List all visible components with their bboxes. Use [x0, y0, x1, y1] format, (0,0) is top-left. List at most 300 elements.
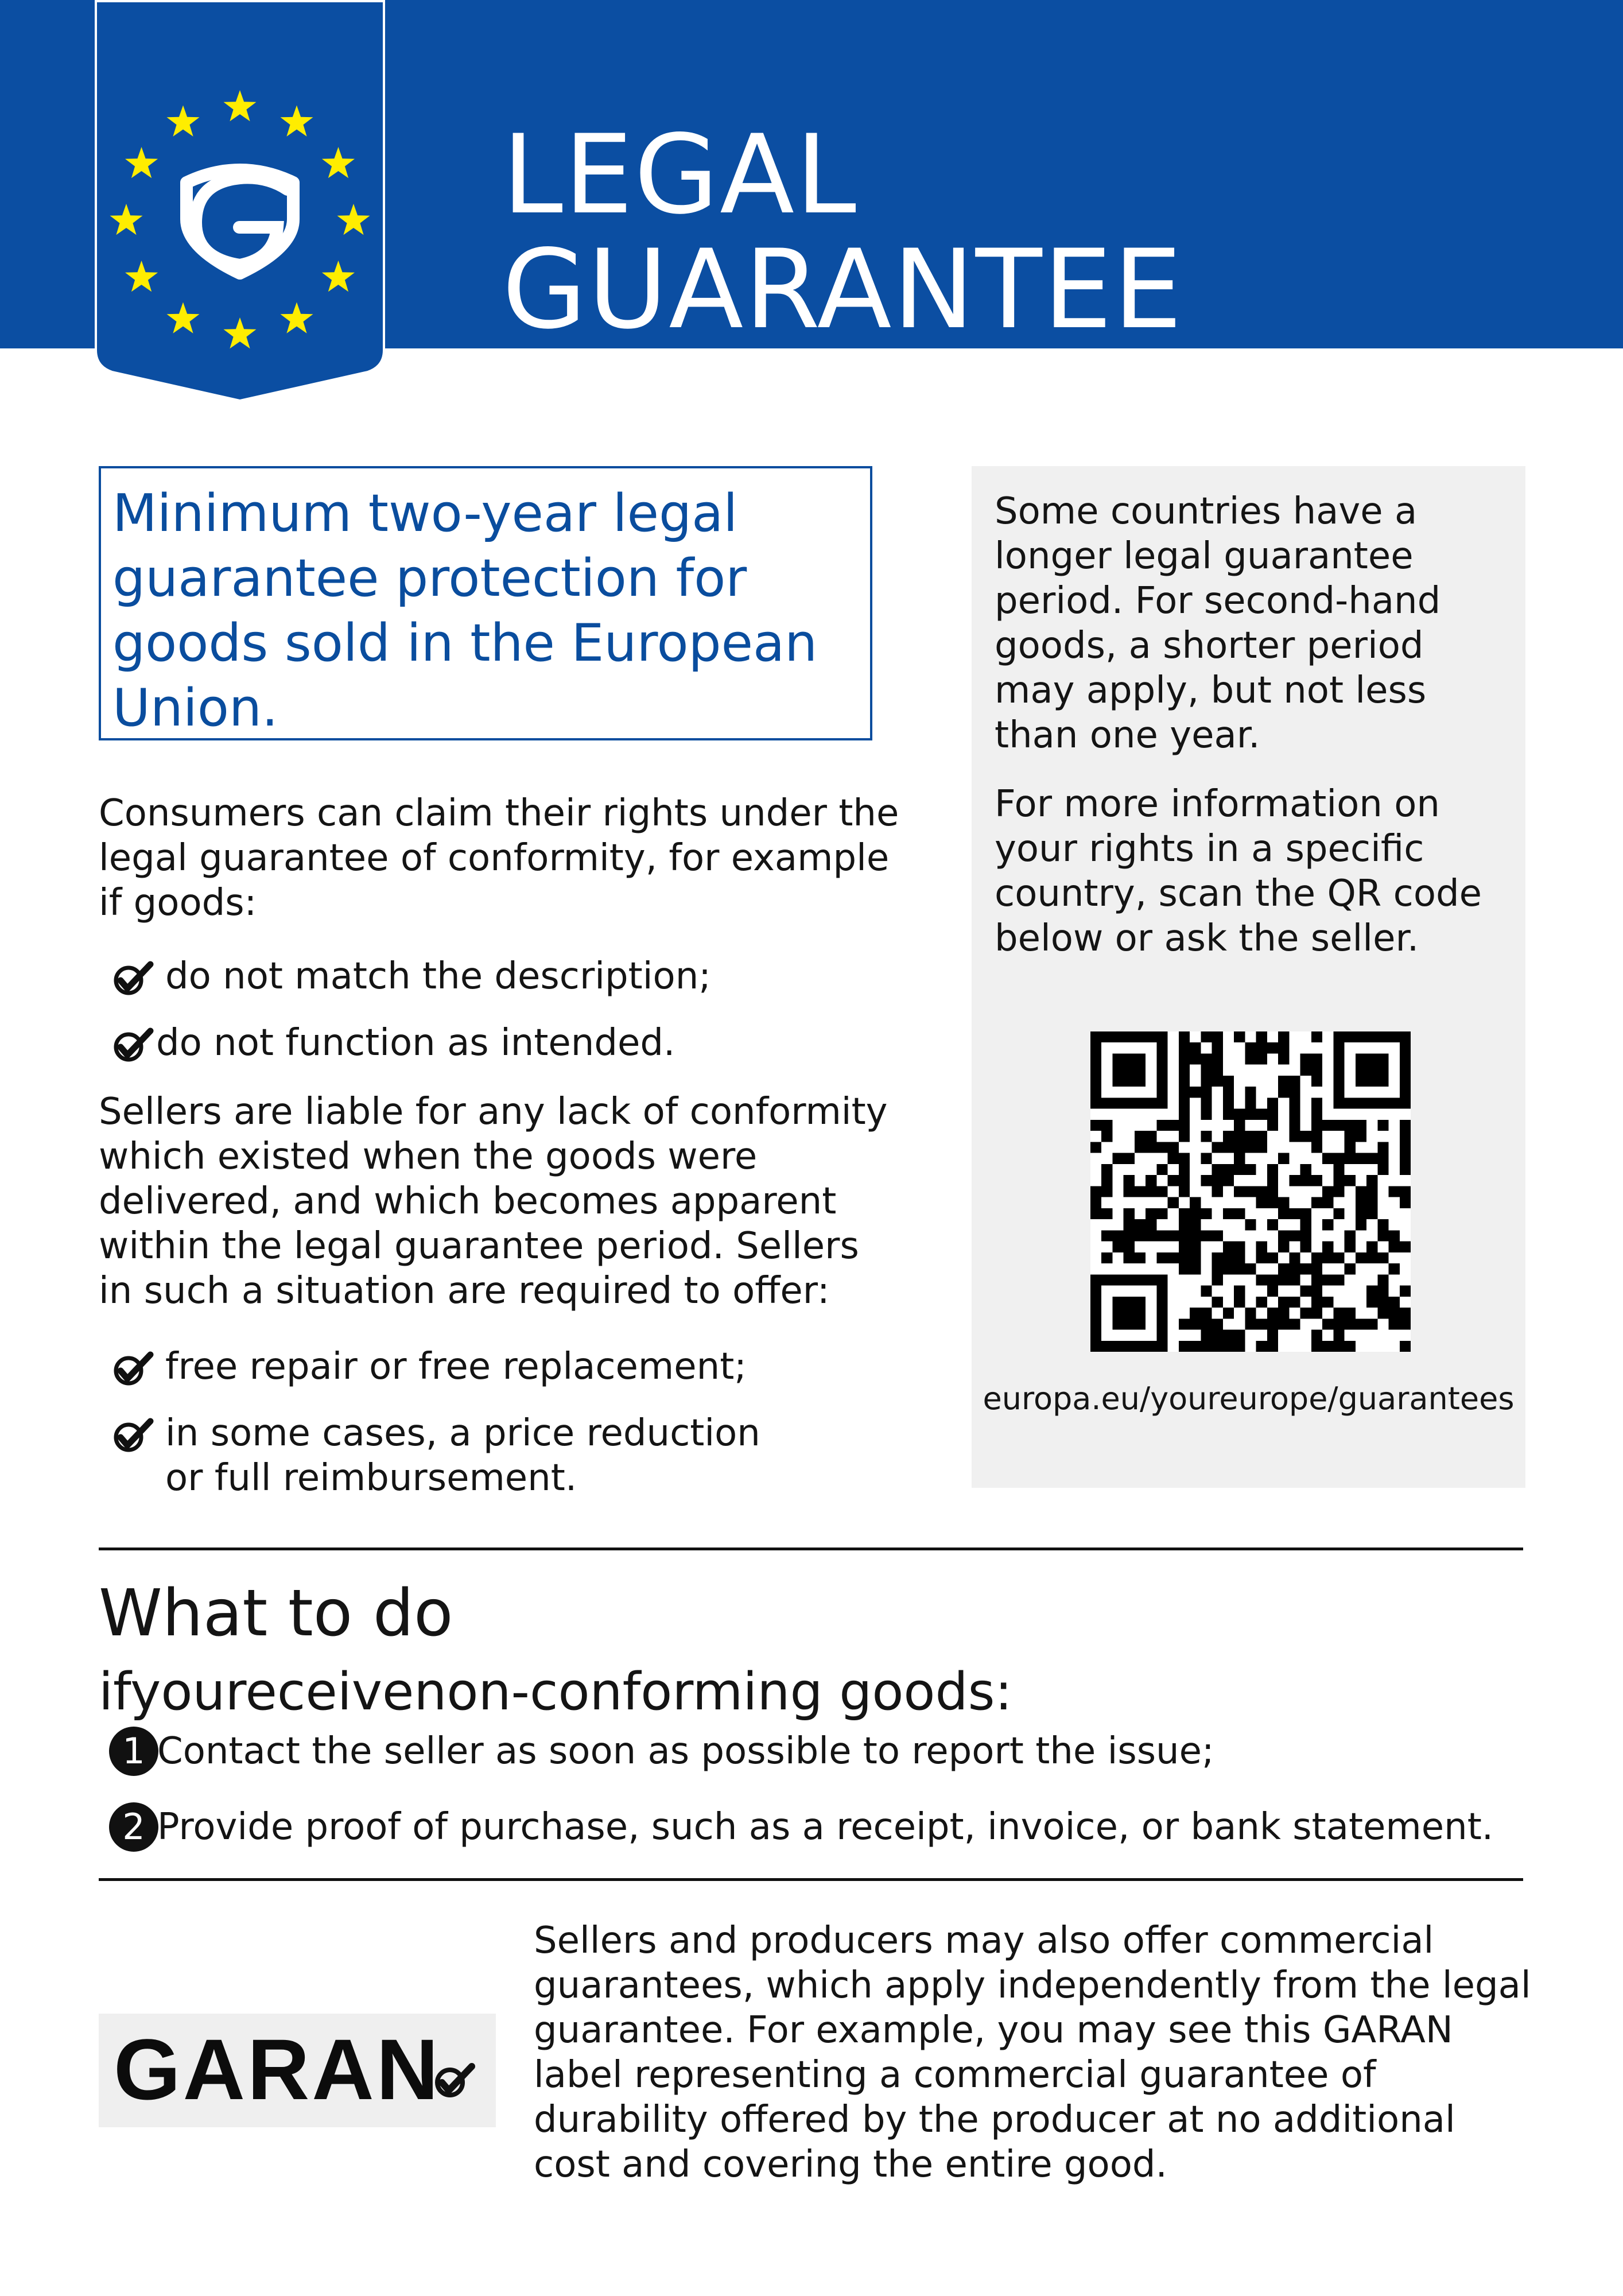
qr-module [1234, 1153, 1245, 1164]
qr-module [1377, 1142, 1388, 1153]
qr-module [1090, 1120, 1101, 1131]
qr-module [1389, 1097, 1400, 1108]
commercial-guarantee-paragraph: Sellers and producers may also offer commercial guarantees, which apply independently from the legal guarantee. For example, you may see this GARAN label representing a commercial guarantee of durability offered by the producer at no additional cost and covering the entire good. [534, 1919, 1531, 2186]
qr-module [1366, 1286, 1377, 1297]
qr-module [1168, 1252, 1179, 1263]
qr-module [1135, 1065, 1146, 1076]
qr-module [1278, 1242, 1289, 1252]
qr-module [1278, 1053, 1289, 1064]
qr-module [1356, 1153, 1366, 1164]
qr-module [1400, 1286, 1411, 1297]
qr-module [1135, 1219, 1146, 1230]
qr-module [1311, 1330, 1322, 1341]
qr-module [1124, 1242, 1135, 1252]
qr-module [1267, 1318, 1278, 1329]
check-icon [109, 1349, 155, 1389]
qr-module [1179, 1076, 1190, 1087]
qr-module [1389, 1242, 1400, 1252]
qr-module [1146, 1219, 1156, 1230]
qr-module [1156, 1142, 1167, 1153]
qr-module [1356, 1031, 1366, 1042]
qr-module [1311, 1263, 1322, 1274]
qr-module [1333, 1042, 1344, 1053]
qr-module [1289, 1318, 1300, 1329]
qr-module [1135, 1131, 1146, 1142]
qr-module [1400, 1197, 1411, 1208]
qr-module [1311, 1065, 1322, 1076]
qr-module [1156, 1330, 1167, 1341]
qr-module [1377, 1153, 1388, 1164]
qr-module [1212, 1252, 1223, 1263]
qr-module [1245, 1131, 1256, 1142]
qr-module [1345, 1175, 1356, 1186]
qr-module [1278, 1263, 1289, 1274]
qr-module [1400, 1153, 1411, 1164]
qr-module [1389, 1230, 1400, 1241]
qr-module [1311, 1308, 1322, 1318]
qr-module [1322, 1120, 1333, 1131]
qr-module [1400, 1131, 1411, 1142]
qr-module [1101, 1097, 1112, 1108]
qr-module [1256, 1042, 1267, 1053]
qr-module [1212, 1230, 1223, 1241]
qr-module [1267, 1042, 1278, 1053]
qr-module [1234, 1330, 1245, 1341]
qr-module [1234, 1109, 1245, 1120]
qr-module [1223, 1308, 1234, 1318]
qr-module [1267, 1186, 1278, 1197]
qr-module [1135, 1230, 1146, 1241]
qr-module [1311, 1252, 1322, 1263]
qr-module [1156, 1308, 1167, 1318]
qr-module [1179, 1042, 1190, 1053]
qr-module [1366, 1318, 1377, 1329]
qr-module [1356, 1318, 1366, 1329]
qr-module [1278, 1076, 1289, 1087]
qr-module [1124, 1308, 1135, 1318]
qr-module [1201, 1097, 1212, 1108]
qr-module [1356, 1186, 1366, 1197]
qr-module [1201, 1318, 1212, 1329]
check-icon [429, 2061, 477, 2101]
qr-module [1356, 1097, 1366, 1108]
qr-module [1278, 1230, 1289, 1241]
qr-module [1212, 1341, 1223, 1352]
qr-module [1201, 1065, 1212, 1076]
qr-module [1256, 1031, 1267, 1042]
qr-module [1179, 1109, 1190, 1120]
qr-module [1400, 1318, 1411, 1329]
qr-module [1256, 1197, 1267, 1208]
qr-module [1322, 1297, 1333, 1308]
qr-module [1101, 1208, 1112, 1219]
qr-module [1300, 1164, 1311, 1175]
qr-module [1345, 1142, 1356, 1153]
qr-module [1245, 1263, 1256, 1274]
qr-module [1179, 1186, 1190, 1197]
qr-module [1179, 1131, 1190, 1142]
qr-module [1400, 1042, 1411, 1053]
qr-module [1201, 1308, 1212, 1318]
qr-module [1146, 1175, 1156, 1186]
qr-module [1179, 1097, 1190, 1108]
qr-module [1168, 1142, 1179, 1153]
qr-module [1124, 1031, 1135, 1042]
qr-module [1289, 1274, 1300, 1285]
qr-module [1311, 1286, 1322, 1297]
step-number-badge: 1 [109, 1727, 158, 1776]
qr-module [1146, 1186, 1156, 1197]
qr-module [1179, 1175, 1190, 1186]
qr-module [1245, 1164, 1256, 1175]
qr-module [1223, 1252, 1234, 1263]
qr-module [1377, 1065, 1388, 1076]
qr-module [1256, 1318, 1267, 1329]
qr-module [1179, 1164, 1190, 1175]
qr-module [1366, 1297, 1377, 1308]
qr-module [1256, 1053, 1267, 1064]
qr-module [1356, 1053, 1366, 1064]
qr-module [1190, 1252, 1201, 1263]
qr-module [1322, 1252, 1333, 1263]
qr-module [1345, 1120, 1356, 1131]
qr-module [1356, 1120, 1366, 1131]
qr-module [1389, 1308, 1400, 1318]
qr-module [1333, 1341, 1344, 1352]
qr-module [1101, 1274, 1112, 1285]
qr-module [1156, 1065, 1167, 1076]
qr-module [1101, 1341, 1112, 1352]
qr-module [1234, 1252, 1245, 1263]
qr-module [1333, 1318, 1344, 1329]
qr-module [1300, 1263, 1311, 1274]
qr-module [1124, 1153, 1135, 1164]
qr-module [1245, 1142, 1256, 1153]
qr-module [1400, 1186, 1411, 1197]
qr-module [1090, 1042, 1101, 1053]
qr-module [1289, 1297, 1300, 1308]
qr-module [1223, 1131, 1234, 1142]
qr-module [1400, 1087, 1411, 1097]
qr-module [1201, 1230, 1212, 1241]
qr-module [1234, 1120, 1245, 1131]
qr-module [1289, 1263, 1300, 1274]
qr-module [1267, 1164, 1278, 1175]
qr-module [1179, 1252, 1190, 1263]
intro-headline-box [99, 466, 872, 740]
qr-module [1400, 1120, 1411, 1131]
intro-headline: Minimum two-year legal guarantee protection for goods sold in the European Union. [112, 483, 818, 738]
qr-module [1179, 1087, 1190, 1097]
qr-module [1090, 1318, 1101, 1329]
qr-module [1201, 1031, 1212, 1042]
qr-module [1345, 1153, 1356, 1164]
qr-module [1377, 1031, 1388, 1042]
qr-module [1223, 1330, 1234, 1341]
qr-module [1190, 1053, 1201, 1064]
qr-module [1278, 1031, 1289, 1042]
conditions-list [109, 954, 901, 1087]
qr-module [1300, 1208, 1311, 1219]
side-panel-text-1: Some countries have a longer legal guarantee period. For second-hand goods, a shorter period may apply, but not less than one year. [995, 490, 1441, 757]
qr-module [1223, 1109, 1234, 1120]
qr-module [1356, 1197, 1366, 1208]
qr-module [1333, 1330, 1344, 1341]
qr-module [1300, 1308, 1311, 1318]
qr-module [1156, 1274, 1167, 1285]
qr-module [1256, 1131, 1267, 1142]
qr-module [1223, 1142, 1234, 1153]
qr-module [1311, 1097, 1322, 1108]
qr-module [1101, 1186, 1112, 1197]
qr-module [1278, 1197, 1289, 1208]
qr-module [1300, 1175, 1311, 1186]
qr-module [1289, 1252, 1300, 1263]
qr-module [1212, 1175, 1223, 1186]
qr-module [1400, 1053, 1411, 1064]
qr-module [1112, 1053, 1123, 1064]
qr-module [1179, 1230, 1190, 1241]
qr-module [1223, 1097, 1234, 1108]
qr-module [1179, 1120, 1190, 1131]
qr-module [1234, 1242, 1245, 1252]
qr-module [1366, 1208, 1377, 1219]
qr-module [1311, 1076, 1322, 1087]
qr-module [1311, 1341, 1322, 1352]
qr-module [1124, 1186, 1135, 1197]
qr-module [1223, 1087, 1234, 1097]
qr-module [1112, 1318, 1123, 1329]
list-item [109, 1411, 901, 1500]
garan-label: GARAN [114, 2021, 441, 2117]
qr-module [1256, 1341, 1267, 1352]
consumers-paragraph: Consumers can claim their rights under the legal guarantee of conformity, for example if goods: [99, 792, 899, 924]
qr-module [1201, 1208, 1212, 1219]
qr-module [1124, 1252, 1135, 1263]
qr-module [1333, 1031, 1344, 1042]
qr-module [1090, 1297, 1101, 1308]
qr-module [1366, 1242, 1377, 1252]
qr-module [1101, 1230, 1112, 1241]
qr-module [1289, 1131, 1300, 1142]
qr-module [1245, 1097, 1256, 1108]
qr-module [1345, 1097, 1356, 1108]
qr-code-icon[interactable] [1090, 1031, 1411, 1352]
qr-module [1156, 1252, 1167, 1263]
qr-module [1389, 1031, 1400, 1042]
qr-module [1112, 1341, 1123, 1352]
qr-module [1124, 1318, 1135, 1329]
list-item [109, 1344, 901, 1411]
title-line-2: GUARANTEE [502, 226, 1183, 353]
qr-module [1267, 1175, 1278, 1186]
qr-module [1168, 1153, 1179, 1164]
list-item [109, 1021, 901, 1087]
qr-module [1179, 1208, 1190, 1219]
check-icon [109, 1025, 155, 1065]
qr-module [1333, 1274, 1344, 1285]
qr-module [1366, 1053, 1377, 1064]
qr-module [1389, 1297, 1400, 1308]
qr-module [1190, 1197, 1201, 1208]
qr-module [1234, 1297, 1245, 1308]
qr-module [1322, 1318, 1333, 1329]
qr-module [1156, 1341, 1167, 1352]
qr-module [1212, 1318, 1223, 1329]
qr-module [1333, 1153, 1344, 1164]
qr-module [1135, 1297, 1146, 1308]
qr-module [1267, 1197, 1278, 1208]
qr-module [1278, 1318, 1289, 1329]
qr-module [1400, 1076, 1411, 1087]
qr-module [1278, 1042, 1289, 1053]
section-divider [99, 1548, 1523, 1550]
qr-module [1212, 1297, 1223, 1308]
step-item [109, 1727, 1214, 1776]
qr-module [1256, 1252, 1267, 1263]
qr-module [1278, 1208, 1289, 1219]
qr-module [1112, 1065, 1123, 1076]
qr-module [1333, 1252, 1344, 1263]
qr-module [1333, 1120, 1344, 1131]
qr-module [1135, 1186, 1146, 1197]
qr-module [1234, 1131, 1245, 1142]
qr-module [1124, 1065, 1135, 1076]
qr-module [1267, 1097, 1278, 1108]
qr-module [1146, 1142, 1156, 1153]
qr-module [1190, 1208, 1201, 1219]
qr-module [1256, 1109, 1267, 1120]
guarantees-url[interactable]: europa.eu/youreurope/guarantees [983, 1380, 1515, 1417]
qr-module [1179, 1263, 1190, 1274]
qr-module [1345, 1318, 1356, 1329]
qr-module [1256, 1297, 1267, 1308]
qr-module [1124, 1208, 1135, 1219]
qr-module [1300, 1065, 1311, 1076]
qr-module [1223, 1208, 1234, 1219]
qr-module [1156, 1297, 1167, 1308]
section-divider [99, 1878, 1523, 1881]
qr-module [1245, 1186, 1256, 1197]
qr-module [1135, 1341, 1146, 1352]
qr-module [1135, 1076, 1146, 1087]
qr-module [1190, 1318, 1201, 1329]
qr-module [1366, 1076, 1377, 1087]
qr-module [1135, 1142, 1146, 1153]
qr-module [1090, 1341, 1101, 1352]
qr-module [1311, 1131, 1322, 1142]
qr-module [1245, 1219, 1256, 1230]
qr-module [1245, 1042, 1256, 1053]
qr-module [1245, 1109, 1256, 1120]
qr-module [1112, 1230, 1123, 1241]
qr-module [1156, 1286, 1167, 1297]
qr-module [1322, 1274, 1333, 1285]
qr-module [1201, 1286, 1212, 1297]
qr-module [1300, 1242, 1311, 1252]
qr-module [1190, 1087, 1201, 1097]
qr-module [1322, 1186, 1333, 1197]
qr-module [1333, 1164, 1344, 1175]
qr-module [1146, 1341, 1156, 1352]
qr-module [1201, 1053, 1212, 1064]
qr-module [1333, 1186, 1344, 1197]
qr-module [1201, 1131, 1212, 1142]
page-title [502, 111, 1183, 353]
qr-module [1179, 1031, 1190, 1042]
qr-module [1245, 1087, 1256, 1097]
qr-module [1289, 1097, 1300, 1108]
sellers-paragraph: Sellers are liable for any lack of conformity which existed when the goods were delivered, and which becomes apparent within the legal guarantee period. Sellers in such a situation are required to offer: [99, 1091, 888, 1312]
qr-module [1356, 1065, 1366, 1076]
qr-module [1256, 1142, 1267, 1153]
qr-module [1289, 1109, 1300, 1120]
condition-text: do not function as intended. [156, 1022, 675, 1064]
qr-module [1135, 1053, 1146, 1064]
qr-module [1223, 1076, 1234, 1087]
qr-module [1289, 1208, 1300, 1219]
qr-module [1366, 1097, 1377, 1108]
qr-module [1190, 1230, 1201, 1241]
qr-module [1289, 1087, 1300, 1097]
what-to-do-heading: What to do [99, 1576, 453, 1651]
qr-module [1278, 1297, 1289, 1308]
qr-module [1124, 1219, 1135, 1230]
qr-module [1311, 1120, 1322, 1131]
qr-module [1212, 1076, 1223, 1087]
qr-module [1135, 1031, 1146, 1042]
qr-module [1090, 1208, 1101, 1219]
qr-module [1156, 1076, 1167, 1087]
qr-module [1135, 1097, 1146, 1108]
qr-module [1356, 1131, 1366, 1142]
eu-guarantee-logo [95, 0, 385, 402]
qr-module [1201, 1109, 1212, 1120]
qr-module [1267, 1120, 1278, 1131]
qr-module [1356, 1208, 1366, 1219]
step-number-badge: 2 [109, 1802, 158, 1852]
qr-module [1156, 1031, 1167, 1042]
qr-module [1168, 1175, 1179, 1186]
qr-module [1245, 1308, 1256, 1318]
qr-module [1112, 1297, 1123, 1308]
qr-module [1124, 1297, 1135, 1308]
qr-module [1345, 1341, 1356, 1352]
qr-module [1400, 1341, 1411, 1352]
qr-module [1168, 1230, 1179, 1241]
qr-module [1377, 1053, 1388, 1064]
qr-module [1245, 1053, 1256, 1064]
qr-module [1289, 1120, 1300, 1131]
qr-module [1156, 1087, 1167, 1097]
qr-module [1190, 1042, 1201, 1053]
qr-module [1223, 1341, 1234, 1352]
qr-module [1124, 1230, 1135, 1241]
qr-module [1101, 1175, 1112, 1186]
qr-module [1400, 1142, 1411, 1153]
qr-module [1101, 1120, 1112, 1131]
qr-module [1377, 1219, 1388, 1230]
qr-module [1311, 1274, 1322, 1285]
qr-module [1090, 1274, 1101, 1285]
qr-module [1156, 1318, 1167, 1329]
qr-module [1135, 1252, 1146, 1263]
qr-module [1223, 1175, 1234, 1186]
qr-module [1124, 1053, 1135, 1064]
qr-module [1366, 1197, 1377, 1208]
qr-module [1322, 1242, 1333, 1252]
qr-module [1090, 1186, 1101, 1197]
